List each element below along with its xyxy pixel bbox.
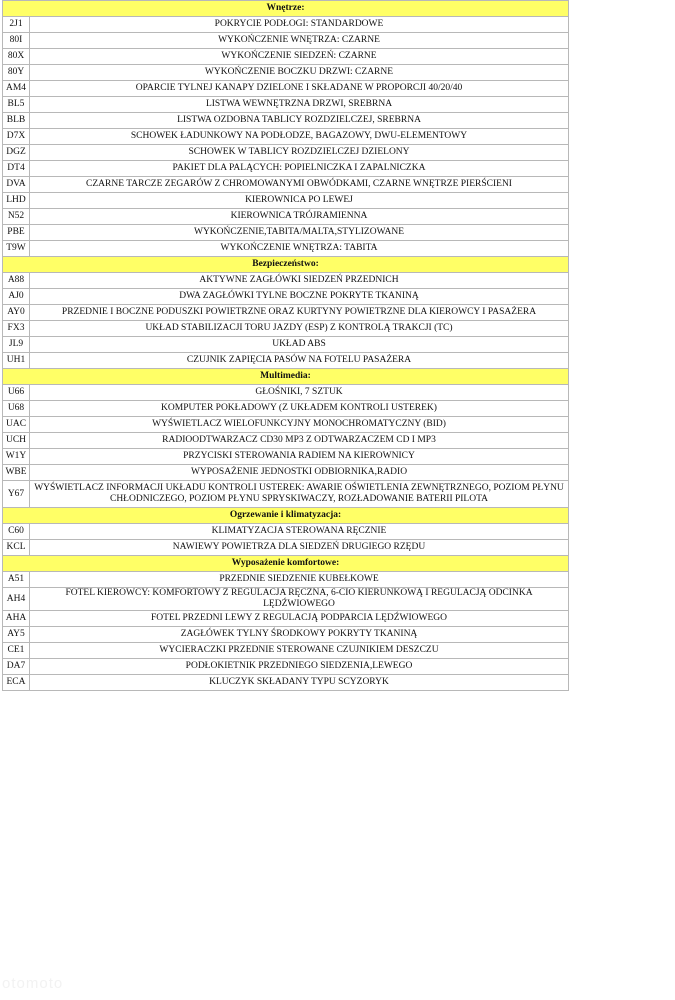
table-row (3, 289, 569, 305)
option-description: LISTWA WEWNĘTRZNA DRZWI, SREBRNA (30, 97, 569, 113)
table-row (3, 588, 569, 611)
section-header-row (3, 369, 569, 385)
option-code: AH4 (3, 588, 30, 611)
section-title: Bezpieczeństwo: (3, 257, 569, 273)
option-description: NAWIEWY POWIETRZA DLA SIEDZEŃ DRUGIEGO RZĘDU (30, 540, 569, 556)
option-code: PBE (3, 225, 30, 241)
option-code: UCH (3, 433, 30, 449)
option-description: WYŚWIETLACZ WIELOFUNKCYJNY MONOCHROMATYCZNY (BID) (30, 417, 569, 433)
option-description: WYKOŃCZENIE BOCZKU DRZWI: CZARNE (30, 65, 569, 81)
table-row (3, 433, 569, 449)
option-code: UAC (3, 417, 30, 433)
option-description: UKŁAD STABILIZACJI TORU JAZDY (ESP) Z KONTROLĄ TRAKCJI (TC) (30, 321, 569, 337)
option-description: PRZEDNIE I BOCZNE PODUSZKI POWIETRZNE ORAZ KURTYNY POWIETRZNE DLA KIEROWCY I PASAŻERA (30, 305, 569, 321)
option-description: WYKOŃCZENIE SIEDZEŃ: CZARNE (30, 49, 569, 65)
option-description: CZUJNIK ZAPIĘCIA PASÓW NA FOTELU PASAŻERA (30, 353, 569, 369)
option-code: KCL (3, 540, 30, 556)
option-code: ECA (3, 675, 30, 691)
option-code: DT4 (3, 161, 30, 177)
option-code: BL5 (3, 97, 30, 113)
option-code: W1Y (3, 449, 30, 465)
table-row (3, 305, 569, 321)
option-code: AJ0 (3, 289, 30, 305)
option-description: RADIOODTWARZACZ CD30 MP3 Z ODTWARZACZEM CD I MP3 (30, 433, 569, 449)
option-code: AHA (3, 611, 30, 627)
option-description: POKRYCIE PODŁOGI: STANDARDOWE (30, 17, 569, 33)
option-description: WYŚWIETLACZ INFORMACJI UKŁADU KONTROLI USTEREK: AWARIE OŚWIETLENIA ZEWNĘTRZNEGO, POZIOM PŁYNU CHŁODNICZEGO, POZIOM PŁYNU SPRYSKIWACZY, ROZŁADOWANIE BATERII PILOTA (30, 481, 569, 508)
table-row (3, 659, 569, 675)
option-code: AY5 (3, 627, 30, 643)
table-row (3, 337, 569, 353)
option-description: PAKIET DLA PALĄCYCH: POPIELNICZKA I ZAPALNICZKA (30, 161, 569, 177)
table-row (3, 572, 569, 588)
option-description: OPARCIE TYLNEJ KANAPY DZIELONE I SKŁADANE W PROPORCJI 40/20/40 (30, 81, 569, 97)
table-row (3, 643, 569, 659)
option-code: A51 (3, 572, 30, 588)
option-description: WYKOŃCZENIE WNĘTRZA: TABITA (30, 241, 569, 257)
table-row (3, 145, 569, 161)
table-row (3, 161, 569, 177)
table-row (3, 353, 569, 369)
option-description: WYCIERACZKI PRZEDNIE STEROWANE CZUJNIKIEM DESZCZU (30, 643, 569, 659)
option-description: SCHOWEK W TABLICY ROZDZIELCZEJ DZIELONY (30, 145, 569, 161)
equipment-table-body (3, 1, 569, 691)
option-description: KIEROWNICA PO LEWEJ (30, 193, 569, 209)
option-code: WBE (3, 465, 30, 481)
option-code: Y67 (3, 481, 30, 508)
option-code: FX3 (3, 321, 30, 337)
option-description: WYKOŃCZENIE,TABITA/MALTA,STYLIZOWANE (30, 225, 569, 241)
option-code: AM4 (3, 81, 30, 97)
section-header-row (3, 257, 569, 273)
option-code: DA7 (3, 659, 30, 675)
table-row (3, 129, 569, 145)
table-row (3, 524, 569, 540)
option-description: SCHOWEK ŁADUNKOWY NA PODŁODZE, BAGAZOWY, DWU-ELEMENTOWY (30, 129, 569, 145)
table-row (3, 177, 569, 193)
section-header-row (3, 556, 569, 572)
option-description: CZARNE TARCZE ZEGARÓW Z CHROMOWANYMI OBWÓDKAMI, CZARNE WNĘTRZE PIERŚCIENI (30, 177, 569, 193)
option-code: DVA (3, 177, 30, 193)
option-code: JL9 (3, 337, 30, 353)
option-code: 80I (3, 33, 30, 49)
option-description: WYPOSAŻENIE JEDNOSTKI ODBIORNIKA,RADIO (30, 465, 569, 481)
option-code: BLB (3, 113, 30, 129)
table-row (3, 65, 569, 81)
option-code: 2J1 (3, 17, 30, 33)
option-code: U68 (3, 401, 30, 417)
option-code: N52 (3, 209, 30, 225)
option-code: T9W (3, 241, 30, 257)
table-row (3, 97, 569, 113)
option-description: LISTWA OZDOBNA TABLICY ROZDZIELCZEJ, SREBRNA (30, 113, 569, 129)
table-row (3, 675, 569, 691)
table-row (3, 540, 569, 556)
option-description: GŁOŚNIKI, 7 SZTUK (30, 385, 569, 401)
table-row (3, 321, 569, 337)
option-code: C60 (3, 524, 30, 540)
table-row (3, 417, 569, 433)
option-description: FOTEL KIEROWCY: KOMFORTOWY Z REGULACJA RĘCZNA, 6-CIO KIERUNKOWĄ I REGULACJĄ ODCINKA LĘDŹWIOWEGO (30, 588, 569, 611)
option-code: U66 (3, 385, 30, 401)
section-header-row (3, 508, 569, 524)
table-row (3, 193, 569, 209)
option-description: PODŁOKIETNIK PRZEDNIEGO SIEDZENIA,LEWEGO (30, 659, 569, 675)
option-description: AKTYWNE ZAGŁÓWKI SIEDZEŃ PRZEDNICH (30, 273, 569, 289)
option-code: CE1 (3, 643, 30, 659)
option-description: UKŁAD ABS (30, 337, 569, 353)
table-row (3, 209, 569, 225)
table-row (3, 49, 569, 65)
option-code: 80Y (3, 65, 30, 81)
table-row (3, 481, 569, 508)
option-description: PRZYCISKI STEROWANIA RADIEM NA KIEROWNICY (30, 449, 569, 465)
table-row (3, 449, 569, 465)
section-title: Wyposażenie komfortowe: (3, 556, 569, 572)
section-title: Wnętrze: (3, 1, 569, 17)
section-header-row (3, 1, 569, 17)
table-row (3, 465, 569, 481)
option-description: KLIMATYZACJA STEROWANA RĘCZNIE (30, 524, 569, 540)
section-title: Ogrzewanie i klimatyzacja: (3, 508, 569, 524)
option-code: DGZ (3, 145, 30, 161)
option-description: KIEROWNICA TRÓJRAMIENNA (30, 209, 569, 225)
option-description: KOMPUTER POKŁADOWY (Z UKŁADEM KONTROLI USTEREK) (30, 401, 569, 417)
table-row (3, 81, 569, 97)
equipment-table (2, 0, 569, 691)
table-row (3, 113, 569, 129)
table-row (3, 611, 569, 627)
table-row (3, 627, 569, 643)
option-code: A88 (3, 273, 30, 289)
section-title: Multimedia: (3, 369, 569, 385)
table-row (3, 401, 569, 417)
option-description: WYKOŃCZENIE WNĘTRZA: CZARNE (30, 33, 569, 49)
option-description: ZAGŁÓWEK TYLNY ŚRODKOWY POKRYTY TKANINĄ (30, 627, 569, 643)
table-row (3, 385, 569, 401)
option-description: KLUCZYK SKŁADANY TYPU SCYZORYK (30, 675, 569, 691)
option-code: 80X (3, 49, 30, 65)
table-row (3, 33, 569, 49)
table-row (3, 241, 569, 257)
option-code: UH1 (3, 353, 30, 369)
table-row (3, 225, 569, 241)
option-description: FOTEL PRZEDNI LEWY Z REGULACJĄ PODPARCIA LĘDŹWIOWEGO (30, 611, 569, 627)
table-row (3, 17, 569, 33)
option-description: DWA ZAGŁÓWKI TYLNE BOCZNE POKRYTE TKANINĄ (30, 289, 569, 305)
option-code: AY0 (3, 305, 30, 321)
option-description: PRZEDNIE SIEDZENIE KUBEŁKOWE (30, 572, 569, 588)
option-code: D7X (3, 129, 30, 145)
option-code: LHD (3, 193, 30, 209)
watermark: otomoto (2, 975, 64, 992)
table-row (3, 273, 569, 289)
